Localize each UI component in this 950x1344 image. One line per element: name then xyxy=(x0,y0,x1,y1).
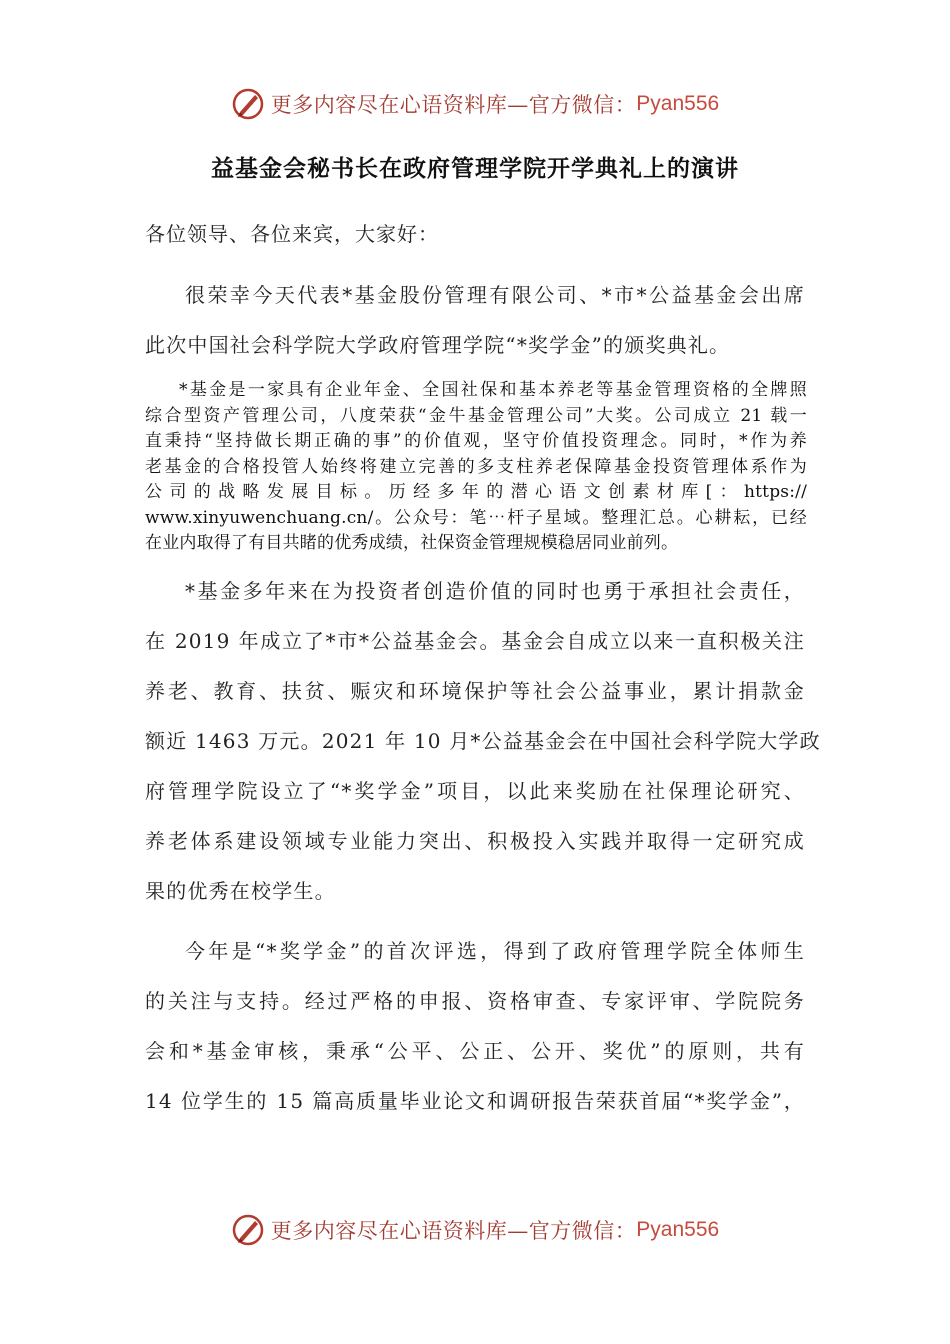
paragraph-4 xyxy=(145,926,805,1126)
paragraph-line: www.xinyuwenchuang.cn/。公众号：笔⋯杆子星域。整理汇总。心耕耘，已经 xyxy=(145,507,807,528)
paragraph-line: 很荣幸今天代表*基金股份管理有限公司、*市*公益基金会出席 xyxy=(185,283,805,307)
footer-banner xyxy=(0,1210,950,1250)
paragraph-line: *基金多年来在为投资者创造价值的同时也勇于承担社会责任， xyxy=(185,579,805,603)
paragraph-line: 的关注与支持。经过严格的申报、资格审查、专家评审、学院院务 xyxy=(145,989,805,1013)
paragraph-line: 在业内取得了有目共睹的优秀成绩，社保资金管理规模稳居同业前列。 xyxy=(145,533,679,553)
paragraph-line: 在 2019 年成立了*市*公益基金会。基金会自成立以来一直积极关注 xyxy=(145,629,805,653)
pen-logo-icon xyxy=(231,1213,265,1247)
paragraph-line: 直秉持“坚持做长期正确的事”的价值观，坚守价值投资理念。同时，*作为养 xyxy=(145,431,807,451)
greeting: 各位领导、各位来宾，大家好： xyxy=(145,222,439,246)
paragraph-line: 今年是“*奖学金”的首次评选，得到了政府管理学院全体师生 xyxy=(185,939,805,963)
page-title: 益基金会秘书长在政府管理学院开学典礼上的演讲 xyxy=(211,156,739,182)
paragraph-line: 果的优秀在校学生。 xyxy=(145,879,336,903)
paragraph-line: 老基金的合格投管人始终将建立完善的多支柱养老保障基金投资管理体系作为 xyxy=(145,456,807,477)
wechat-id: Pyan556 xyxy=(636,1218,720,1241)
header-banner xyxy=(0,84,950,124)
paragraph-line: 14 位学生的 15 篇高质量毕业论文和调研报告荣获首届“*奖学金”， xyxy=(145,1089,805,1113)
paragraph-line: 额近 1463 万元。2021 年 10 月*公益基金会在中国社会科学院大学政 xyxy=(145,729,821,753)
paragraph-2 xyxy=(145,378,807,557)
paragraph-3 xyxy=(145,566,821,916)
paragraph-1 xyxy=(145,270,805,370)
paragraph-line: 公司的战略发展目标。历经多年的潜心语文创素材库[：https:// xyxy=(145,482,807,502)
paragraph-line: 会和*基金审核，秉承“公平、公正、公开、奖优”的原则，共有 xyxy=(145,1039,805,1063)
banner-text: 更多内容尽在心语资料库—官方微信： xyxy=(270,93,637,117)
paragraph-line: 综合型资产管理公司，八度荣获“金牛基金管理公司”大奖。公司成立 21 载一 xyxy=(145,405,807,426)
paragraph-line: *基金是一家具有企业年金、全国社保和基本养老等基金管理资格的全牌照 xyxy=(179,380,807,400)
paragraph-line: 府管理学院设立了“*奖学金”项目，以此来奖励在社保理论研究、 xyxy=(145,779,805,803)
paragraph-line: 养老体系建设领域专业能力突出、积极投入实践并取得一定研究成 xyxy=(145,829,805,853)
paragraph-line: 此次中国社会科学院大学政府管理学院“*奖学金”的颁奖典礼。 xyxy=(145,333,731,357)
pen-logo-icon xyxy=(231,87,265,121)
banner-text: 更多内容尽在心语资料库—官方微信： xyxy=(270,1219,637,1243)
paragraph-line: 养老、教育、扶贫、赈灾和环境保护等社会公益事业，累计捐款金 xyxy=(145,679,805,703)
wechat-id: Pyan556 xyxy=(636,92,720,115)
